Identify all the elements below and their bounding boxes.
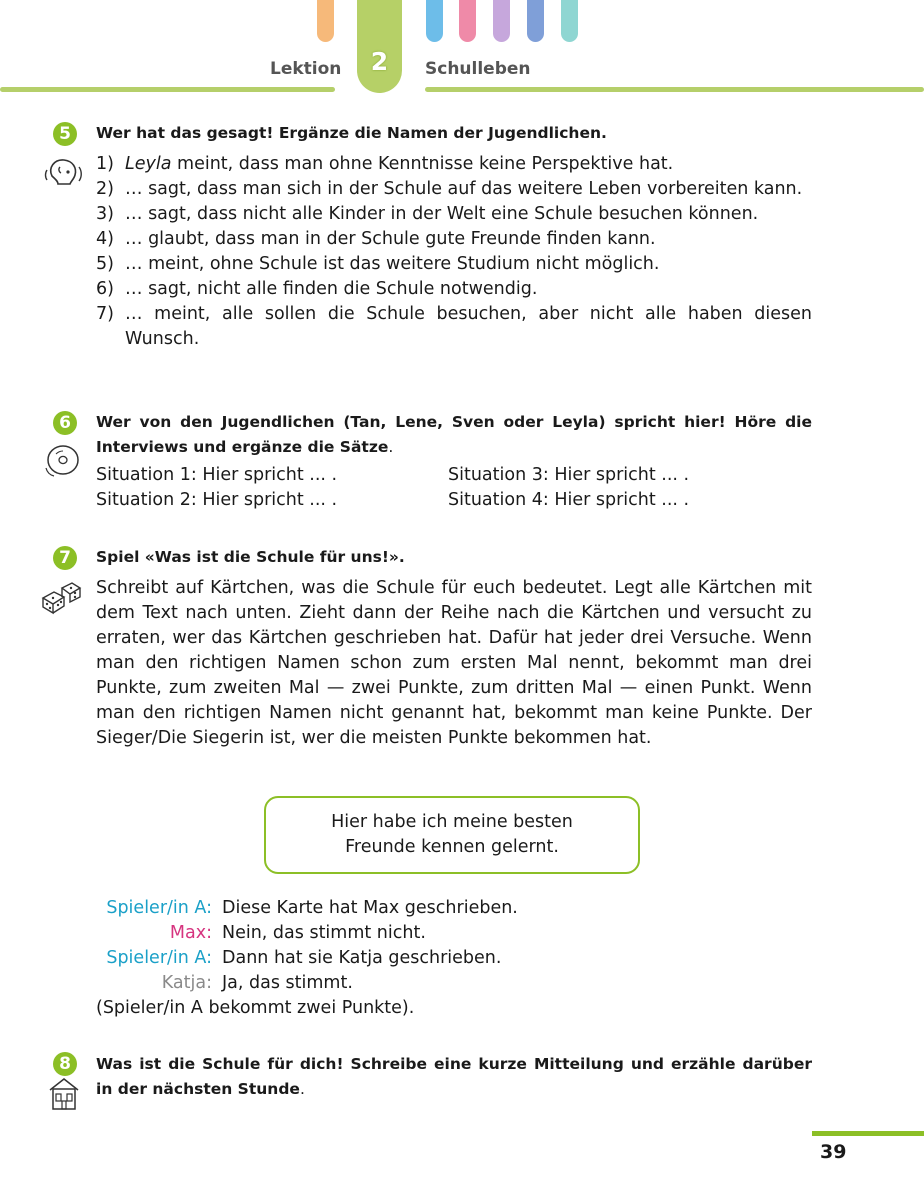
card-line-1: Hier habe ich meine besten: [331, 812, 573, 832]
dialog-line: Diese Karte hat Max geschrieben.: [222, 898, 518, 918]
topic-title: Schulleben: [425, 59, 531, 79]
color-tab-pink: [459, 0, 476, 42]
task5-list: [96, 152, 812, 352]
list-item: 4) … glaubt, dass man in der Schule gute Freunde finden kann.: [96, 229, 656, 249]
dialog-line: Nein, das stimmt nicht.: [222, 923, 426, 943]
task8-heading: Was ist die Schule für dich! Schreibe eine kurze Mitteilung und erzähle darüber in der nächsten Stunde.: [96, 1055, 812, 1098]
card-line-2: Freunde kennen gelernt.: [345, 837, 559, 857]
color-tab-teal: [561, 0, 578, 42]
dice-icon: [40, 580, 82, 616]
dialog-row: [96, 946, 518, 971]
dialog-result: (Spieler/in A bekommt zwei Punkte).: [96, 998, 415, 1018]
task-number-8: 8: [53, 1052, 77, 1076]
dialog-line: Dann hat sie Katja geschrieben.: [222, 948, 502, 968]
color-tab-orange: [317, 0, 334, 42]
dialog-row: [96, 921, 518, 946]
task-number-6: 6: [53, 411, 77, 435]
task-number-5: 5: [53, 122, 77, 146]
dialog-line: Ja, das stimmt.: [222, 973, 353, 993]
list-item: 5) … meint, ohne Schule ist das weitere Studium nicht möglich.: [96, 254, 660, 274]
header-rule-left: [0, 87, 335, 92]
list-item: 1) Leyla meint, dass man ohne Kenntnisse keine Perspektive hat.: [96, 154, 674, 174]
dialog-row: [96, 896, 518, 921]
color-tab-blue: [426, 0, 443, 42]
list-item: 2) … sagt, dass man sich in der Schule auf das weitere Leben vorbereiten kann.: [96, 179, 803, 199]
color-tab-indigo: [527, 0, 544, 42]
example-card: [264, 796, 640, 874]
task5-heading: Wer hat das gesagt! Ergänze die Namen der Jugendlichen.: [96, 124, 607, 142]
house-icon: [47, 1076, 81, 1112]
situation-3: Situation 3: Hier spricht ... .: [448, 465, 690, 485]
student-name: Leyla: [125, 154, 172, 174]
list-item: 7) … meint, alle sollen die Schule besuchen, aber nicht alle haben diesen Wunsch.: [96, 304, 812, 349]
lektion-number: 2: [370, 47, 389, 76]
situation-4: Situation 4: Hier spricht ... .: [448, 490, 690, 510]
speaker-label: Max:: [169, 923, 212, 943]
task-number-7: 7: [53, 546, 77, 570]
listening-head-icon: [44, 156, 84, 188]
dialog-row: [96, 971, 518, 996]
footer-rule: [812, 1131, 924, 1136]
task6-heading: Wer von den Jugendlichen (Tan, Lene, Sven oder Leyla) spricht hier! Höre die Interviews und ergänze die Sätze.: [96, 413, 812, 456]
page-number: 39: [820, 1141, 847, 1163]
speaker-label: Katja:: [161, 973, 212, 993]
list-item: 6) … sagt, nicht alle finden die Schule notwendig.: [96, 279, 538, 299]
task7-instructions: Schreibt auf Kärtchen, was die Schule für euch bedeutet. Legt alle Kärtchen mit dem Text nach unten. Zieht dann der Reihe nach die Kärtchen und versucht zu erraten, wer das Kärtchen geschrieben hat. Dafür hat jeder drei Versuche. Wenn man den richtigen Namen schon zum ersten Mal nennt, bekommt man drei Punkte, zum zweiten Mal — zwei Punkte, zum dritten Mal — einen Punkt. Wenn man den richtigen Namen nicht genannt hat, bekommt man keine Punkte. Der Sieger/Die Siegerin ist, wer die meisten Punkte bekommen hat.: [96, 578, 812, 748]
speaker-label: Spieler/in A:: [106, 898, 212, 918]
situation-2: Situation 2: Hier spricht ... .: [96, 490, 338, 510]
speaker-label: Spieler/in A:: [106, 948, 212, 968]
lektion-label: Lektion: [270, 59, 342, 79]
list-item: 3) … sagt, dass nicht alle Kinder in der Welt eine Schule besuchen können.: [96, 204, 759, 224]
cd-audio-icon: [43, 443, 81, 479]
situation-1: Situation 1: Hier spricht ... .: [96, 465, 338, 485]
task7-heading: Spiel «Was ist die Schule für uns!».: [96, 548, 405, 566]
color-tab-purple: [493, 0, 510, 42]
example-dialog: [96, 896, 518, 1021]
header-rule-right: [425, 87, 924, 92]
